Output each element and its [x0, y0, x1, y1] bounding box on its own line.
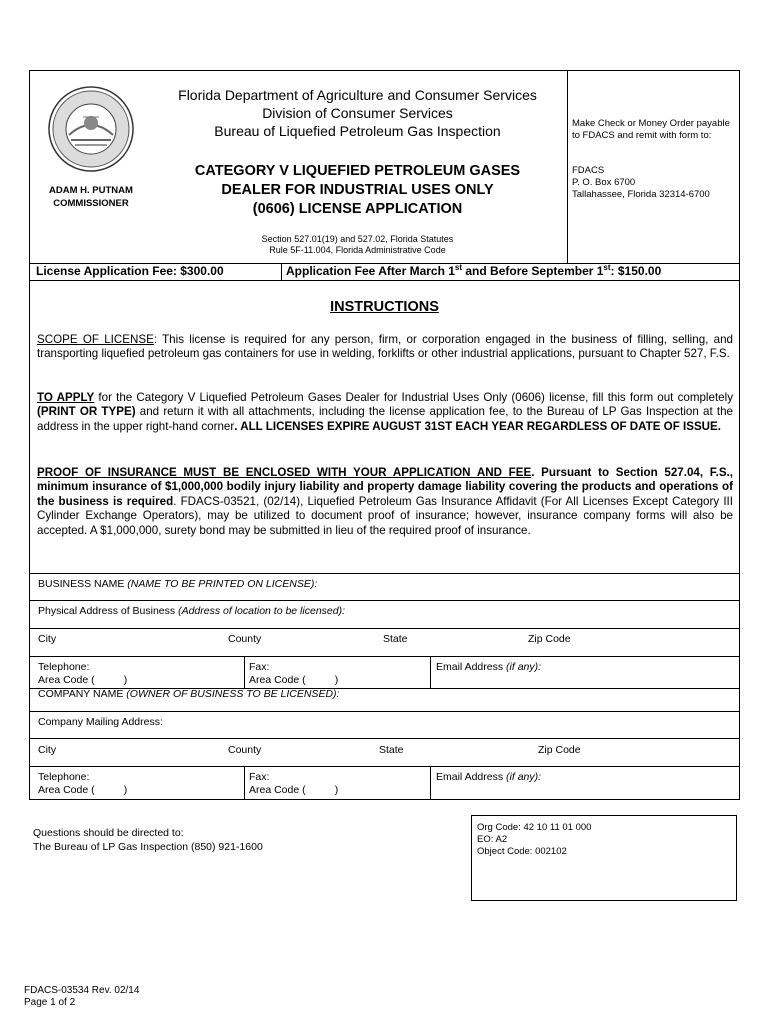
commissioner-name: ADAM H. PUTNAM: [49, 185, 133, 196]
fax-email-divider-2: [430, 766, 431, 800]
fax-area-code: Area Code ( ): [249, 674, 339, 686]
questions-contact: The Bureau of LP Gas Inspection (850) 921-1600: [33, 841, 263, 853]
department-name: Florida Department of Agriculture and Consumer Services: [178, 87, 537, 103]
line-mailing: [29, 738, 740, 739]
zip-label: Zip Code: [528, 633, 571, 645]
license-fee: License Application Fee: $300.00: [36, 264, 224, 278]
telephone-area-code: Area Code ( ): [38, 674, 128, 686]
division-name: Division of Consumer Services: [262, 105, 453, 121]
state-label-2: State: [379, 744, 404, 756]
instructions-heading: INSTRUCTIONS: [330, 299, 439, 315]
telephone-area-code-2: Area Code ( ): [38, 784, 128, 796]
org-code: Org Code: 42 10 11 01 000: [477, 822, 592, 833]
rule-reference: Rule 5F-11.004, Florida Administrative Code: [269, 245, 446, 255]
fax-email-divider: [430, 656, 431, 688]
fee-divider: [281, 263, 282, 280]
object-code: Object Code: 002102: [477, 846, 567, 857]
mailing-address-label: Company Mailing Address:: [38, 716, 163, 728]
county-label: County: [228, 633, 262, 645]
telephone-label: Telephone:: [38, 661, 90, 673]
fax-label-2: Fax:: [249, 771, 270, 783]
form-title-line-1: CATEGORY V LIQUEFIED PETROLEUM GASES: [194, 163, 521, 179]
county-label-2: County: [228, 744, 262, 756]
telephone-label-2: Telephone:: [38, 771, 90, 783]
email-label: Email Address (if any):: [436, 661, 542, 673]
company-name-label: COMPANY NAME (OWNER OF BUSINESS TO BE LICENSED):: [38, 688, 340, 700]
line-city-2: [29, 766, 740, 767]
zip-label-2: Zip Code: [538, 744, 581, 756]
phone-fax-divider-2: [244, 766, 245, 800]
fee-bottom-line: [29, 280, 740, 281]
form-top-line: [29, 573, 740, 574]
email-label-2: Email Address (if any):: [436, 771, 542, 783]
apply-paragraph: TO APPLY for the Category V Liquefied Petroleum Gases Dealer for Industrial Uses Only (0606) license, fill this form out completely (PRINT OR TYPE) and return it with all attachments, including the license application fee, to the Bureau of LP Gas Inspection at the address in the upper right-hand corner. ALL LICENSES EXPIRE AUGUST 31ST EACH YEAR REGARDLESS OF DATE OF ISSUE.: [37, 391, 733, 433]
phone-fax-divider: [244, 656, 245, 688]
address-po-box: P. O. Box 6700: [572, 177, 636, 188]
reduced-fee: Application Fee After March 1st and Before September 1st: $150.00: [286, 263, 662, 278]
line-city: [29, 656, 740, 657]
insurance-paragraph: PROOF OF INSURANCE MUST BE ENCLOSED WITH YOUR APPLICATION AND FEE. Pursuant to Section 527.04, F.S., minimum insurance of $1,000,000 bodily injury liability and property damage liability covering the products and operations of the business is required. FDACS-03521, (02/14), Liquefied Petroleum Gas Insurance Affidavit (For All Licenses Except Category III Cylinder Exchange Operators), may be utilized to document proof of insurance; however, insurance company forms will also be accepted. A $1,000,000, surety bond may be submitted in lieu of the required proof of insurance.: [37, 466, 733, 537]
city-label: City: [38, 633, 57, 645]
eo-code: EO: A2: [477, 834, 508, 845]
address-city: Tallahassee, Florida 32314-6700: [572, 189, 710, 200]
address-agency: FDACS: [572, 165, 605, 176]
office-use-box: [471, 815, 737, 901]
questions-label: Questions should be directed to:: [33, 827, 184, 839]
business-name-label: BUSINESS NAME (NAME TO BE PRINTED ON LICENSE):: [38, 578, 318, 590]
fax-label: Fax:: [249, 661, 270, 673]
form-title-line-2: DEALER FOR INDUSTRIAL USES ONLY: [221, 182, 494, 198]
statute-reference: Section 527.01(19) and 527.02, Florida Statutes: [261, 234, 454, 244]
scope-paragraph: SCOPE OF LICENSE: This license is required for any person, firm, or corporation engaged in the business of filling, selling, and transporting liquefied petroleum gas containers for use in welding, forklifts or other industrial applications, pursuant to Chapter 527, F.S.: [37, 333, 733, 361]
form-title-line-3: (0606) LICENSE APPLICATION: [252, 201, 463, 217]
page-number: Page 1 of 2: [24, 997, 76, 1008]
form-number: FDACS-03534 Rev. 02/14: [24, 985, 140, 996]
line-physical: [29, 628, 740, 629]
payment-note: Make Check or Money Order payable to FDACS and remit with form to:: [572, 118, 730, 141]
state-label: State: [383, 633, 408, 645]
department-seal: [47, 85, 135, 173]
line-business: [29, 600, 740, 601]
line-company: [29, 711, 740, 712]
physical-address-label: Physical Address of Business (Address of location to be licensed):: [38, 605, 345, 617]
commissioner-title: COMMISSIONER: [53, 198, 129, 209]
header-divider: [567, 70, 568, 263]
city-label-2: City: [38, 744, 57, 756]
fax-area-code-2: Area Code ( ): [249, 784, 339, 796]
bureau-name: Bureau of Liquefied Petroleum Gas Inspection: [214, 123, 501, 139]
